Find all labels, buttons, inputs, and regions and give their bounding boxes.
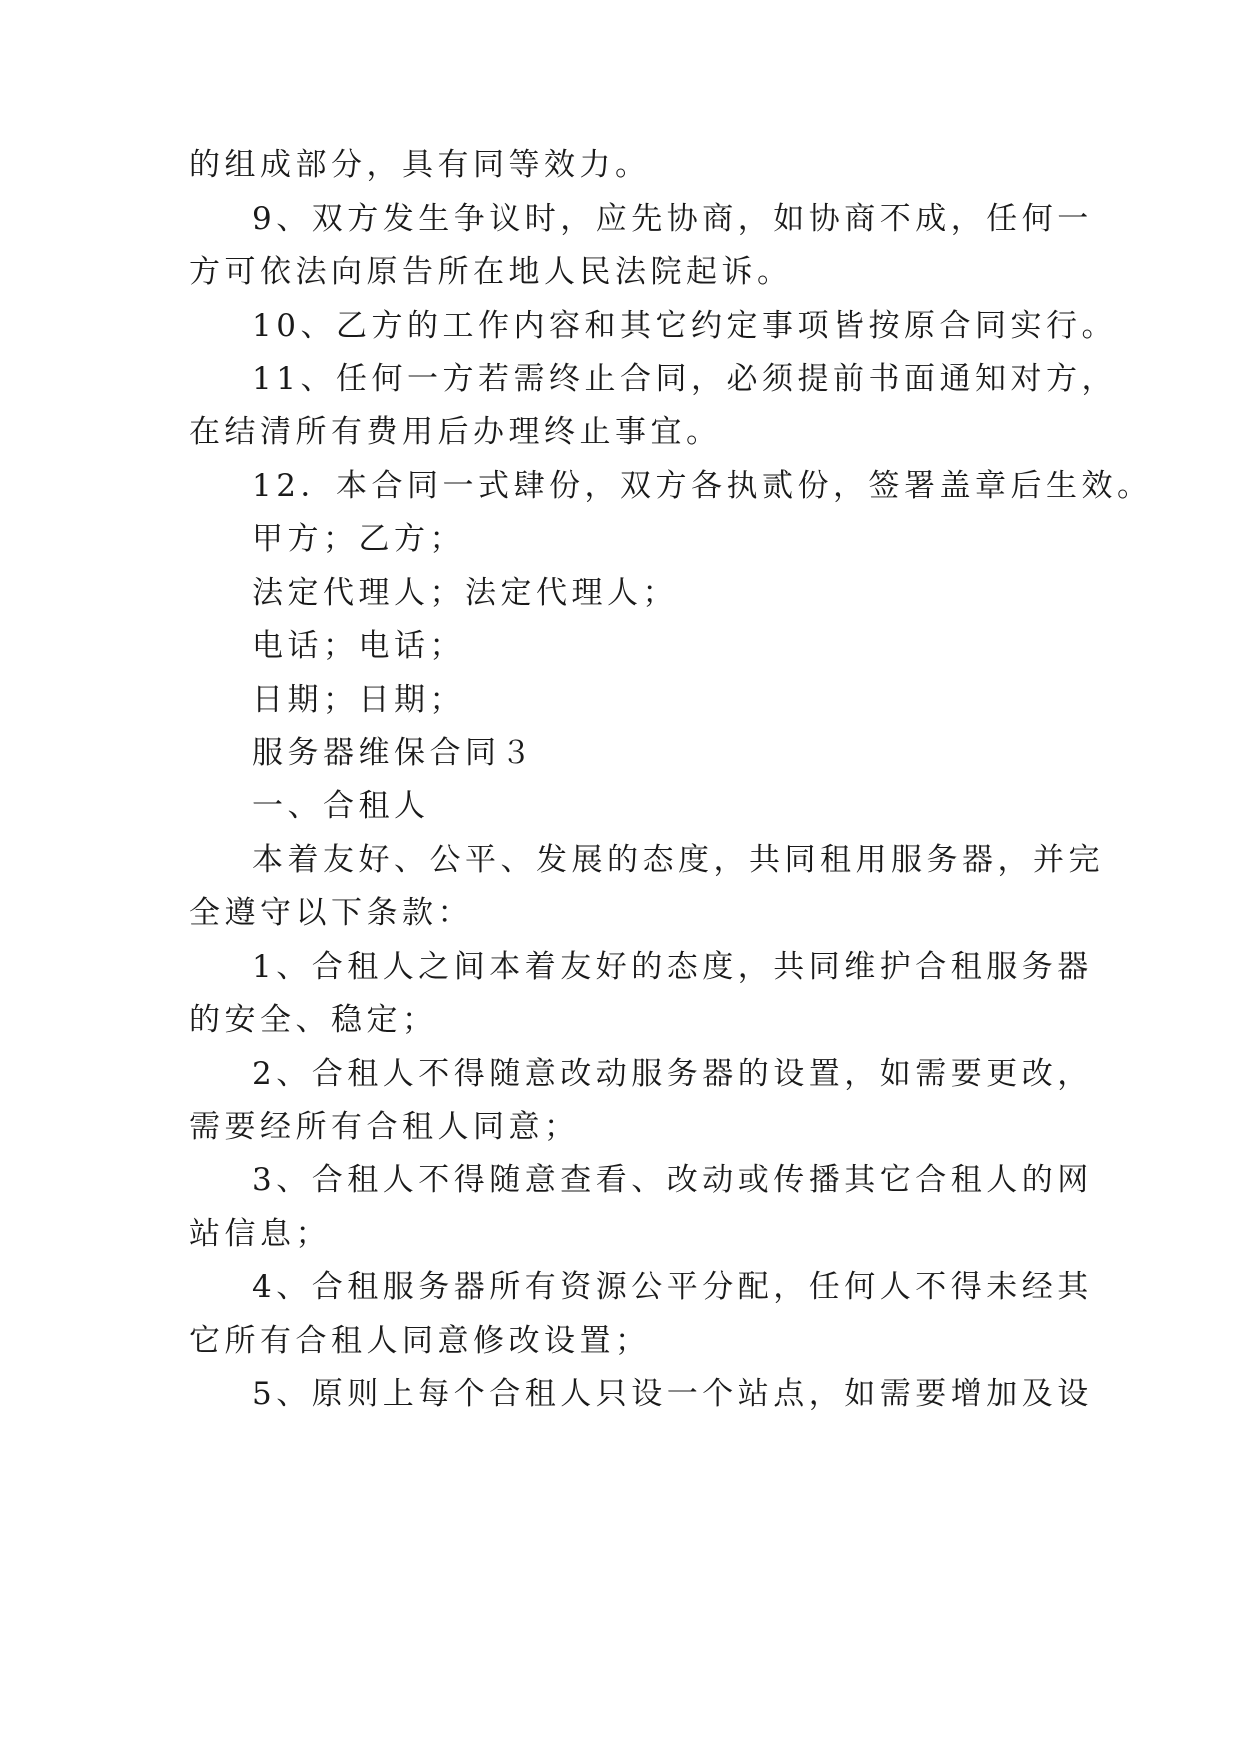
text-line: 电话；电话； [252, 628, 465, 664]
text-line: 方可依法向原告所在地人民法院起诉。 [189, 254, 793, 290]
text-line: 1、合租人之间本着友好的态度，共同维护合租服务器 [252, 949, 1093, 985]
text-line: 9、双方发生争议时，应先协商，如协商不成，任何一 [252, 201, 1093, 237]
text-line: 5、原则上每个合租人只设一个站点，如需要增加及设 [252, 1376, 1093, 1412]
text-line: 本着友好、公平、发展的态度，共同租用服务器，并完 [252, 842, 1104, 878]
text-line: 全遵守以下条款： [189, 895, 473, 931]
text-line: 的组成部分，具有同等效力。 [189, 147, 651, 183]
text-line: 12．本合同一式肆份，双方各执贰份，签署盖章后生效。 [252, 468, 1153, 504]
text-line: 2、合租人不得随意改动服务器的设置，如需要更改， [252, 1056, 1093, 1092]
text-line: 站信息； [189, 1216, 331, 1252]
text-line: 的安全、稳定； [189, 1002, 438, 1038]
text-line: 4、合租服务器所有资源公平分配，任何人不得未经其 [252, 1269, 1093, 1305]
text-line: 需要经所有合租人同意； [189, 1109, 580, 1145]
text-line: 甲方；乙方； [252, 521, 465, 557]
text-line: 在结清所有费用后办理终止事宜。 [189, 414, 722, 450]
text-line: 11、任何一方若需终止合同，必须提前书面通知对方， [252, 361, 1117, 397]
text-line: 3、合租人不得随意查看、改动或传播其它合租人的网 [252, 1162, 1093, 1198]
section-title: 服务器维保合同３ [252, 735, 536, 771]
text-line: 它所有合租人同意修改设置； [189, 1323, 651, 1359]
text-line: 日期；日期； [252, 682, 465, 718]
text-line: 10、乙方的工作内容和其它约定事项皆按原合同实行。 [252, 308, 1117, 344]
section-heading: 一、合租人 [252, 788, 430, 824]
text-line: 法定代理人；法定代理人； [252, 575, 678, 611]
